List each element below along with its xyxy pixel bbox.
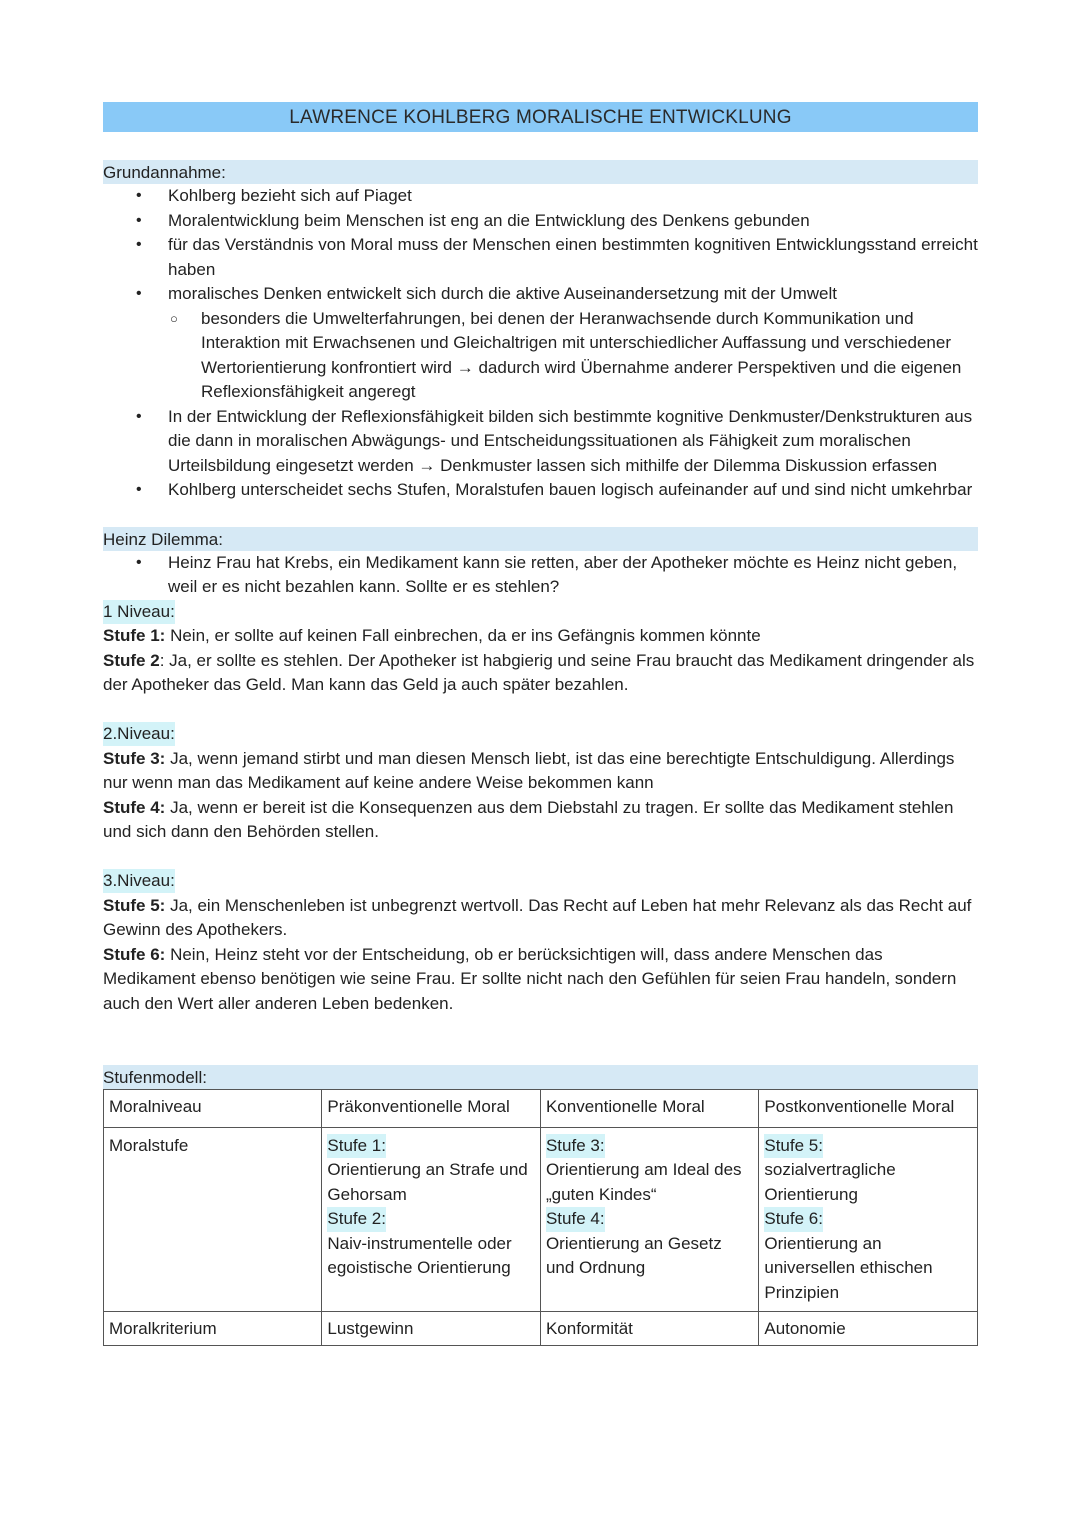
list-item: • für das Verständnis von Moral muss der Menschen einen bestimmten kognitiven Entwicklungsstand erreicht haben: [103, 233, 978, 282]
heinz-heading: Heinz Dilemma:: [103, 527, 978, 551]
stage-text: Nein, er sollte auf keinen Fall einbrechen, da er ins Gefängnis kommen könnte: [165, 626, 761, 645]
stage-text: Ja, wenn er bereit ist die Konsequenzen aus dem Diebstahl zu tragen. Er sollte das Medikament stehlen und sich dann den Behörden stellen.: [103, 797, 954, 841]
document-title: LAWRENCE KOHLBERG MORALISCHE ENTWICKLUNG: [103, 102, 978, 132]
sub-list-item: ○ besonders die Umwelterfahrungen, bei denen der Heranwachsende durch Kommunikation und Interaktion mit Erwachsenen und Gleichaltrigen mit unterschiedlicher Auffassung und verschiedener Wertorientierung konfrontiert wird → dadurch wird Übernahme anderer Perspektiven und die eigenen Reflexionsfähigkeit angeregt: [168, 307, 978, 405]
stage-1: [103, 624, 978, 649]
table-cell: Autonomie: [759, 1312, 978, 1346]
stage-description: Orientierung an Strafe und Gehorsam: [327, 1160, 528, 1204]
stage-label: Stufe 5:: [764, 1134, 823, 1159]
stage-label: Stufe 6:: [764, 1207, 823, 1232]
stage-text: Ja, wenn jemand stirbt und man diesen Mensch liebt, ist das eine berechtigte Entschuldigung. Allerdings nur wenn man das Medikament auf keine andere Weise bekommen kann: [103, 748, 955, 792]
list-item: • Moralentwicklung beim Menschen ist eng an die Entwicklung des Denkens gebunden: [103, 209, 978, 234]
sub-list: [168, 307, 978, 405]
level-3: [103, 869, 978, 1016]
stage-2: [103, 649, 978, 698]
stage-6: [103, 943, 978, 1017]
stage-name: Stufe 5:: [103, 895, 166, 915]
level-label: 1 Niveau:: [103, 600, 175, 624]
stage-text: Nein, Heinz steht vor der Entscheidung, ob er berücksichtigen will, dass andere Menschen das Medikament ebenso benötigen wie seine Frau. Er sollte nicht nach den Gefühlen für seien Frau handeln, sondern auch den Wert aller anderen Leben bedenken.: [103, 944, 957, 1013]
stage-name: Stufe 6:: [103, 944, 166, 964]
stage-description: sozialvertragliche Orientierung: [764, 1160, 896, 1204]
stage-text: : Ja, er sollte es stehlen. Der Apotheker ist habgierig und seine Frau braucht das Medikament dringender als der Apotheker das Geld. Man kann das Geld ja auch später bezahlen.: [103, 650, 975, 694]
stage-description: Naiv-instrumentelle oder egoistische Orientierung: [327, 1233, 512, 1277]
stage-name: Stufe 3:: [103, 748, 166, 768]
stage-label: Stufe 2:: [327, 1207, 386, 1232]
table-cell: [540, 1127, 758, 1312]
stufenmodell-heading: Stufenmodell:: [103, 1065, 978, 1089]
stage-name: Stufe 4:: [103, 797, 166, 817]
list-item: • Kohlberg bezieht sich auf Piaget: [103, 184, 978, 209]
table-row: [104, 1127, 978, 1312]
stage-label: Stufe 4:: [546, 1207, 605, 1232]
stage-text: Ja, ein Menschenleben ist unbegrenzt wertvoll. Das Recht auf Leben hat mehr Relevanz als das Recht auf Gewinn des Apothekers.: [103, 895, 972, 939]
table-cell: [322, 1127, 541, 1312]
document-page: [103, 102, 978, 1346]
stage-5: [103, 894, 978, 943]
stage-name: Stufe 2: [103, 650, 160, 670]
table-cell: Lustgewinn: [322, 1312, 541, 1346]
list-item-text: moralisches Denken entwickelt sich durch die aktive Auseinandersetzung mit der Umwelt: [168, 284, 837, 303]
table-cell: Konformität: [540, 1312, 758, 1346]
grundannahme-heading: Grundannahme:: [103, 160, 978, 184]
table-row: [104, 1090, 978, 1128]
level-label: 2.Niveau:: [103, 722, 175, 746]
stufenmodell-table: [103, 1089, 978, 1346]
level-label: 3.Niveau:: [103, 869, 175, 893]
stage-label: Stufe 3:: [546, 1134, 605, 1159]
table-cell: Präkonventionelle Moral: [322, 1090, 541, 1128]
stage-description: Orientierung an Gesetz und Ordnung: [545, 1233, 722, 1277]
table-row: [104, 1312, 978, 1346]
table-cell: Moralstufe: [104, 1127, 322, 1312]
table-cell: Postkonventionelle Moral: [759, 1090, 978, 1128]
stage-label: Stufe 1:: [327, 1134, 386, 1159]
table-cell: Moralniveau: [104, 1090, 322, 1128]
list-item: • Kohlberg unterscheidet sechs Stufen, Moralstufen bauen logisch aufeinander auf und sind nicht umkehrbar: [103, 478, 978, 503]
grundannahme-list: [103, 184, 978, 503]
table-cell: Moralkriterium: [104, 1312, 322, 1346]
heinz-list: [103, 551, 978, 600]
stage-description: Orientierung am Ideal des „guten Kindes“: [545, 1160, 742, 1204]
table-cell: [759, 1127, 978, 1312]
list-item: • In der Entwicklung der Reflexionsfähigkeit bilden sich bestimmte kognitive Denkmuster/Denkstrukturen aus die dann in moralischen Abwägungs- und Entscheidungssituationen als Fähigkeit zum moralischen Urteilsbildung eingesetzt werden → Denkmuster lassen sich mithilfe der Dilemma Diskussion erfassen: [103, 405, 978, 479]
table-cell: Konventionelle Moral: [540, 1090, 758, 1128]
stage-name: Stufe 1:: [103, 626, 166, 645]
level-1: [103, 600, 978, 698]
stage-4: [103, 796, 978, 845]
list-item: [103, 282, 978, 405]
level-2: [103, 722, 978, 845]
stage-3: [103, 747, 978, 796]
stage-description: Orientierung an universellen ethischen Prinzipien: [764, 1233, 933, 1302]
list-item: • Heinz Frau hat Krebs, ein Medikament kann sie retten, aber der Apotheker möchte es Heinz nicht geben, weil er es nicht bezahlen kann. Sollte er es stehlen?: [103, 551, 978, 600]
